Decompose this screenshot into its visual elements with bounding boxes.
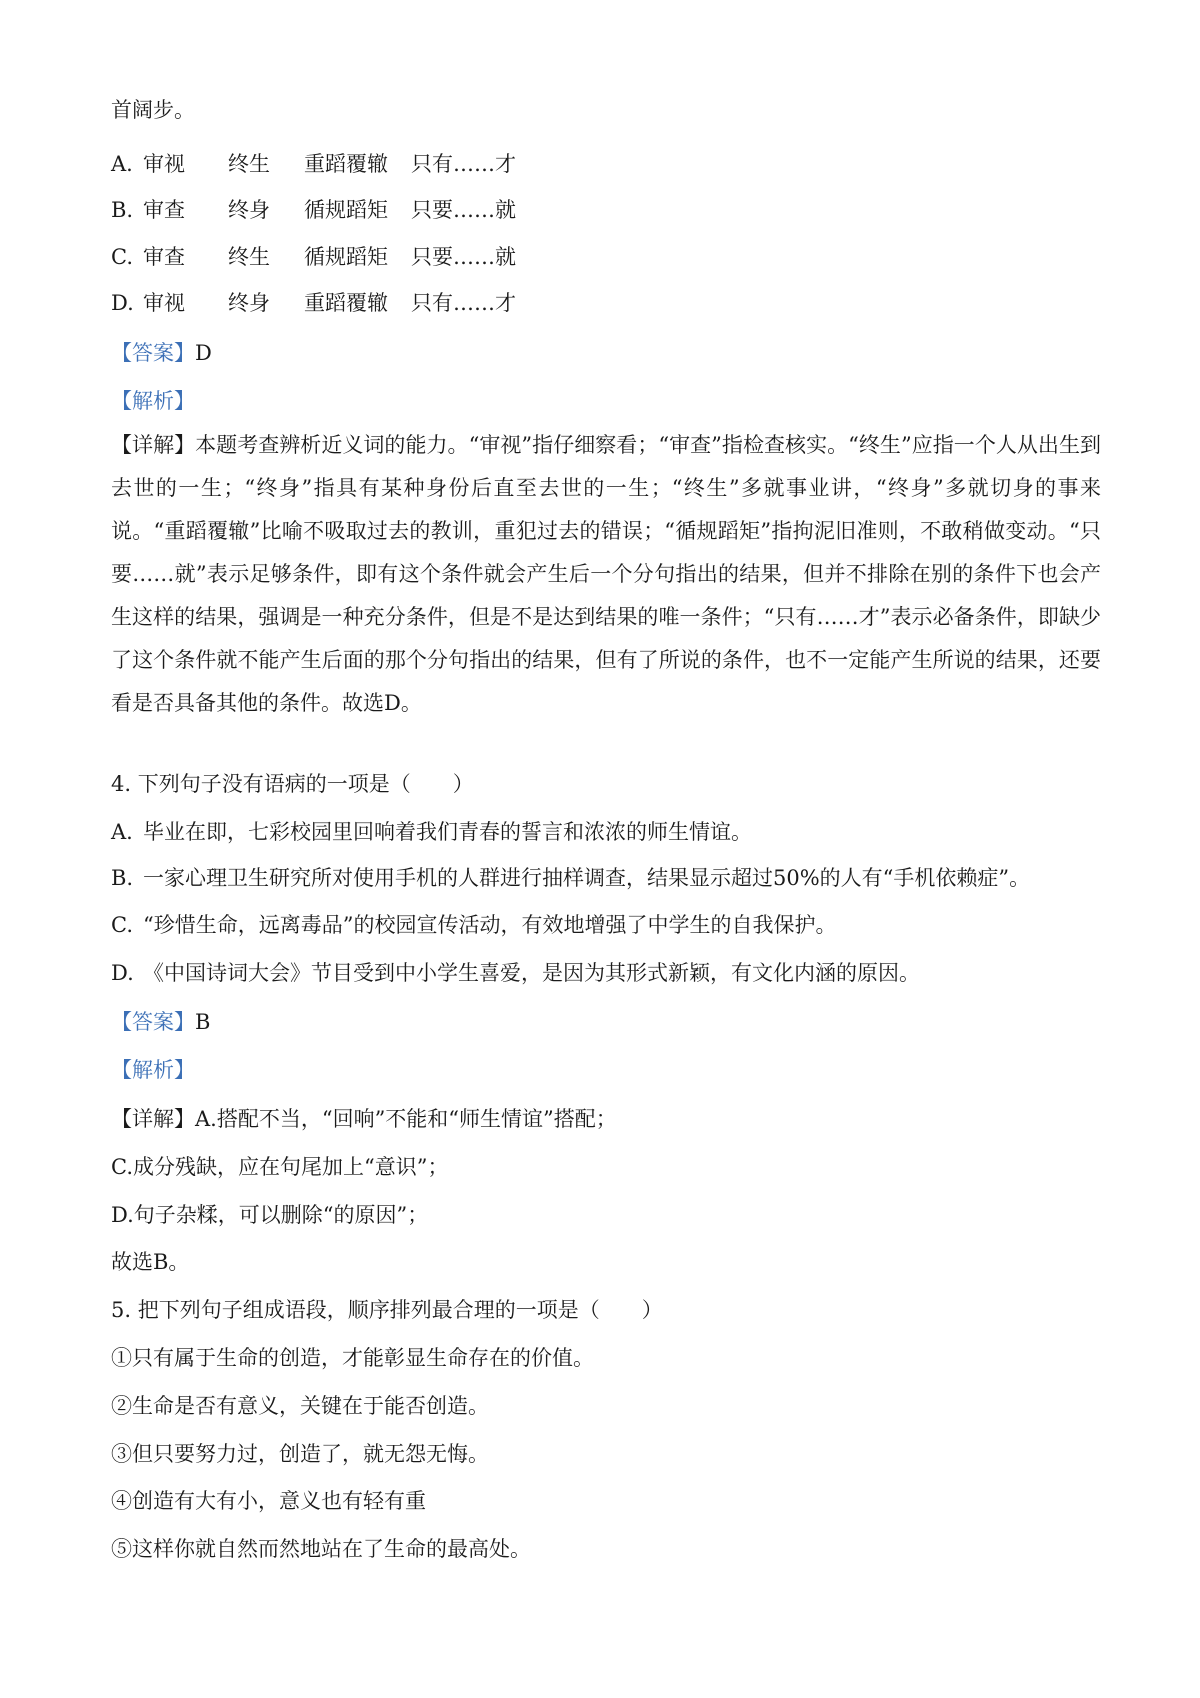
q5-sentence-3: ③但只要努力过，创造了，就无怨无悔。 bbox=[111, 1442, 489, 1466]
option-text: 毕业在即，七彩校园里回响着我们青春的誓言和浓浓的师生情谊。 bbox=[143, 820, 752, 844]
option-a bbox=[111, 152, 1101, 176]
answer-value: D bbox=[195, 341, 212, 365]
answer-line bbox=[111, 341, 1101, 365]
option-word-4: 只要……就 bbox=[411, 198, 516, 222]
option-word-1: 审查 bbox=[143, 245, 185, 269]
option-word-2: 终生 bbox=[228, 245, 270, 269]
option-text: 一家心理卫生研究所对使用手机的人群进行抽样调查，结果显示超过50%的人有“手机依赖症”。 bbox=[143, 866, 1031, 890]
q4-detail-line-1 bbox=[111, 1107, 1101, 1131]
option-word-3: 循规蹈矩 bbox=[304, 198, 388, 222]
analysis-tag: 【解析】 bbox=[111, 389, 195, 413]
option-word-2: 终身 bbox=[228, 198, 270, 222]
option-letter: B. bbox=[111, 866, 134, 890]
q4-option-c bbox=[111, 913, 1101, 937]
answer-tag: 【答案】 bbox=[111, 341, 195, 365]
option-letter: D. bbox=[111, 961, 134, 985]
q4-detail-line-3: D.句子杂糅，可以删除“的原因”； bbox=[111, 1203, 429, 1227]
q4-detail-line-2: C.成分残缺，应在句尾加上“意识”； bbox=[111, 1155, 449, 1179]
q4-option-d bbox=[111, 961, 1101, 985]
option-word-3: 重蹈覆辙 bbox=[304, 291, 388, 315]
q5-sentence-5: ⑤这样你就自然而然地站在了生命的最高处。 bbox=[111, 1537, 531, 1561]
answer-tag: 【答案】 bbox=[111, 1010, 195, 1034]
option-text: 《中国诗词大会》节目受到中小学生喜爱，是因为其形式新颖，有文化内涵的原因。 bbox=[143, 961, 920, 985]
analysis-line bbox=[111, 389, 1101, 413]
q4-detail-line-4: 故选B。 bbox=[111, 1250, 190, 1274]
q5-sentence-1: ①只有属于生命的创造，才能彰显生命存在的价值。 bbox=[111, 1346, 594, 1370]
detail-tag: 【详解】 bbox=[111, 433, 196, 457]
detail-text: A.搭配不当，“回响”不能和“师生情谊”搭配； bbox=[195, 1107, 617, 1131]
option-letter: D. bbox=[111, 291, 134, 315]
option-letter: B. bbox=[111, 198, 134, 222]
detail-text: 本题考查辨析近义词的能力。“审视”指仔细察看；“审查”指检查核实。“终生”应指一个人从出生到去世的一生；“终身”指具有某种身份后直至去世的一生；“终生”多就事业讲，“终身”多就切身的事来说。“重蹈覆辙”比喻不吸取过去的教训，重犯过去的错误；“循规蹈矩”指拘泥旧准则，不敢稍做变动。“只要……就”表示足够条件，即有这个条件就会产生后一个分句指出的结果，但并不排除在别的条件下也会产生这样的结果，强调是一种充分条件，但是不是达到结果的唯一条件；“只有……才”表示必备条件，即缺少了这个条件就不能产生后面的那个分句指出的结果，但有了所说的条件，也不一定能产生所说的结果，还要看是否具备其他的条件。故选D。 bbox=[111, 433, 1101, 715]
option-word-4: 只有……才 bbox=[411, 152, 516, 176]
q4-answer-line bbox=[111, 1010, 1101, 1034]
option-word-2: 终身 bbox=[228, 291, 270, 315]
option-letter: A. bbox=[111, 820, 133, 844]
option-word-1: 审查 bbox=[143, 198, 185, 222]
q4-option-b bbox=[111, 866, 1101, 890]
option-word-4: 只要……就 bbox=[411, 245, 516, 269]
option-word-3: 重蹈覆辙 bbox=[304, 152, 388, 176]
option-b bbox=[111, 198, 1101, 222]
question-4-stem: 4. 下列句子没有语病的一项是（ ） bbox=[111, 772, 474, 796]
detail-paragraph bbox=[111, 424, 1101, 725]
option-d bbox=[111, 291, 1101, 315]
option-letter: A. bbox=[111, 152, 133, 176]
q5-sentence-2: ②生命是否有意义，关键在于能否创造。 bbox=[111, 1394, 489, 1418]
option-word-4: 只有……才 bbox=[411, 291, 516, 315]
q5-sentence-4: ④创造有大有小，意义也有轻有重 bbox=[111, 1489, 426, 1513]
question-5-stem: 5. 把下列句子组成语段，顺序排列最合理的一项是（ ） bbox=[111, 1298, 663, 1322]
option-word-2: 终生 bbox=[228, 152, 270, 176]
option-c bbox=[111, 245, 1101, 269]
prev-question-tail: 首阔步。 bbox=[111, 98, 195, 122]
q4-analysis-line bbox=[111, 1058, 1101, 1082]
option-word-1: 审视 bbox=[143, 291, 185, 315]
detail-tag: 【详解】 bbox=[111, 1107, 195, 1131]
option-letter: C. bbox=[111, 913, 133, 937]
option-text: “珍惜生命，远离毒品”的校园宣传活动，有效地增强了中学生的自我保护。 bbox=[143, 913, 837, 937]
option-word-1: 审视 bbox=[143, 152, 185, 176]
answer-value: B bbox=[195, 1010, 211, 1034]
q4-option-a bbox=[111, 820, 1101, 844]
option-word-3: 循规蹈矩 bbox=[304, 245, 388, 269]
analysis-tag: 【解析】 bbox=[111, 1058, 195, 1082]
option-letter: C. bbox=[111, 245, 133, 269]
